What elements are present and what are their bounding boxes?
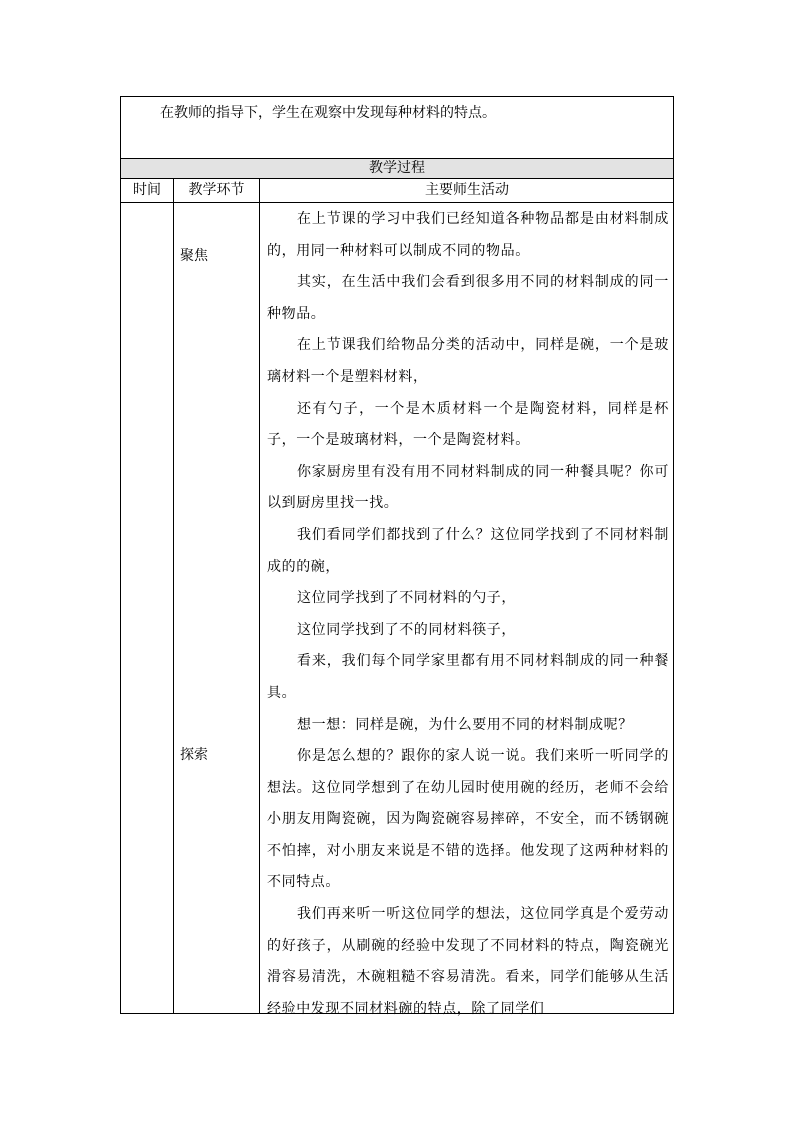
- stage-explore: 探索: [180, 747, 208, 763]
- activity-paragraph: 你家厨房里有没有用不同材料制成的同一种餐具呢？你可以到厨房里找一找。: [267, 463, 669, 512]
- activity-paragraph: 想一想：同样是碗，为什么要用不同的材料制成呢？: [297, 716, 633, 733]
- activity-paragraph: 还有勺子，一个是木质材料一个是陶瓷材料，同样是杯子，一个是玻璃材料，一个是陶瓷材料。: [267, 400, 669, 449]
- objective-text: 在教师的指导下，学生在观察中发现每种材料的特点。: [160, 105, 496, 121]
- column-header-time: 时间: [133, 182, 161, 198]
- activity-paragraph: 我们再来听一听这位同学的想法，这位同学真是个爱劳动的好孩子，从刷碗的经验中发现了不同材料的特点，陶瓷碗光滑容易清洗，木碗粗糙不容易清洗。看来，同学们能够从生活经验中发现不同材料碗的特点，除了同学们: [267, 906, 669, 1017]
- column-divider-time: [173, 179, 174, 1013]
- activity-paragraph: 这位同学找到了不同材料的勺子，: [297, 590, 516, 607]
- stage-focus: 聚焦: [180, 248, 208, 264]
- activity-paragraph: 你是怎么想的？跟你的家人说一说。我们来听一听同学的想法。这位同学想到了在幼儿园时使用碗的经历，老师不会给小朋友用陶瓷碗，因为陶瓷碗容易摔碎，不安全，而不锈钢碗不怕摔，对小朋友来说是不错的选择。他发现了这两种材料的不同特点。: [267, 748, 669, 891]
- objective-row: [121, 97, 673, 159]
- section-title: 教学过程: [121, 159, 673, 179]
- column-header-row: [121, 179, 673, 203]
- lesson-plan-table: [120, 96, 674, 1017]
- column-header-activities: 主要师生活动: [425, 182, 509, 198]
- activity-paragraph: 在上节课我们给物品分类的活动中，同样是碗，一个是玻璃材料一个是塑料材料，: [267, 337, 669, 385]
- column-header-stage: 教学环节: [188, 182, 245, 198]
- activity-paragraph: 在上节课的学习中我们已经知道各种物品都是由材料制成的，用同一种材料可以制成不同的物品。: [267, 211, 669, 259]
- activities-content: [267, 204, 669, 1025]
- activity-paragraph: 这位同学找到了不的同材料筷子，: [297, 621, 516, 638]
- activity-paragraph: 我们看同学们都找到了什么？这位同学找到了不同材料制成的的碗，: [267, 526, 669, 575]
- activity-paragraph: 其实，在生活中我们会看到很多用不同的材料制成的同一种物品。: [267, 274, 669, 322]
- activity-paragraph: 看来，我们每个同学家里都有用不同材料制成的同一种餐具。: [267, 653, 669, 701]
- column-divider-stage: [259, 179, 260, 1013]
